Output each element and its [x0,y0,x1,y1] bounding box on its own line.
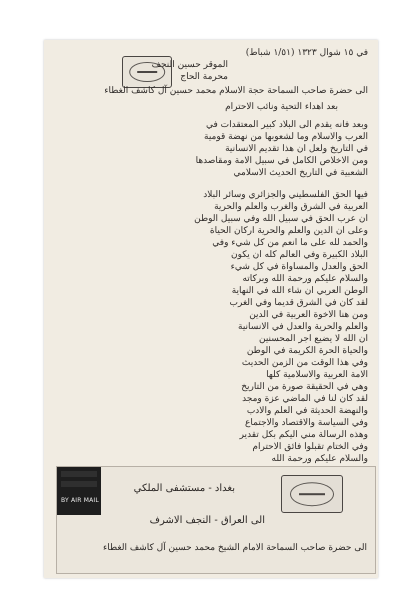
envelope-destination: الى العراق - النجف الاشرف [149,515,265,526]
letter-body-line: والسلام عليكم ورحمة الله [271,454,368,464]
stamp-emblem-icon [129,62,165,82]
letter-body-line: ان الله لا يضيع اجر المحسنين [258,334,368,344]
letter-body-line: وعلى ان الدين والعلم والحرية اركان الحياة [209,226,368,236]
letter-body-line: ومن هنا الاخوة العربية في الدين [249,310,368,320]
stamp-emblem-icon [290,482,334,506]
letter-body-line: الشعبية في التاريخ الحديث الاسلامي [233,168,368,178]
letter-body-line: وبعد فانه يقدم الى البلاد كبير المعتقدات في [206,120,368,130]
letter-header-recipient: الموقر حسين النجف [151,60,228,70]
envelope-return-address: بغداد - مستشفى الملكي [133,483,235,494]
letter-body-line: والحياة الحرة الكريمة في الوطن [246,346,368,356]
letter-body-line: لقد كان لنا في الماضي عزة ومجد [242,394,368,404]
letter-body-line: والعلم والحرية والعدل في الانسانية [238,322,368,332]
letter-address: الى حضرة صاحب السماحة حجة الاسلام محمد حسين آل كاشف الغطاء [104,86,368,96]
letter-body-line: البلاد الكبيرة وفي العالم كله ان يكون [231,250,368,260]
envelope-stamp [281,475,343,513]
airmail-label-box [57,467,101,515]
letter-body-line: فيها الحق الفلسطيني والجزائري وسائر البلاد [203,190,368,200]
letter-body-line: وهذه الرسالة مني اليكم بكل تقدير [239,430,368,440]
letter-body-line: والنهضة الحديثة في العلم والادب [246,406,368,416]
airmail-stripe [61,471,97,477]
letter-body-line: في التاريخ ولعل ان هذا تقديم الانسانية [225,144,368,154]
letter-body-line: ان عرب الحق في سبيل الله وفي سبيل الوطن [194,214,368,224]
letter-body-line: لقد كان في الشرق قديما وفي الغرب [229,298,368,308]
letter-body-line: والسلام عليكم ورحمة الله وبركاته [242,274,368,284]
letter-date: في ١٥ شوال ١٣٢٣ (١/٥١ شباط) [245,48,368,58]
letter-body-line: العرب والاسلام وما لشعوبها من نهضة قومية [204,132,368,142]
letter-body-line: الحق والعدل والمساواة في كل شيء [230,262,368,272]
envelope-recipient: الى حضرة صاحب السماحة الامام الشيخ محمد حسين آل كاشف الغطاء [103,543,367,553]
letter-body-line: الامة العربية والاسلامية كلها [266,370,368,380]
letter-salutation: بعد اهداء التحية ونائب الاحترام [225,102,338,112]
airmail-stripe [61,481,97,487]
letter-stamp [122,56,172,88]
letter-body-line: وفي الختام تقبلوا فائق الاحترام [252,442,368,452]
letter-body-line: وفي السياسة والاقتصاد والاجتماع [245,418,368,428]
letter-header-title: محرمة الحاج [180,72,228,82]
letter-body-line: وفي هذا الوقت من الزمن الحديث [241,358,368,368]
letter-body-line: العربية في الشرق والغرب والعلم والحرية [214,202,368,212]
letter-body-line: الوطن العربي ان شاء الله في النهاية [231,286,368,296]
letter-body-line: ومن الاخلاص الكامل في سبيل الامة ومقاصدها [195,156,368,166]
envelope [56,466,376,574]
airmail-label: BY AIR MAIL [61,497,99,504]
letter-body-line: والحمد لله على ما انعم من كل شيء وفي [212,238,368,248]
letter-body-line: وهي في الحقيقة صورة من التاريخ [241,382,368,392]
